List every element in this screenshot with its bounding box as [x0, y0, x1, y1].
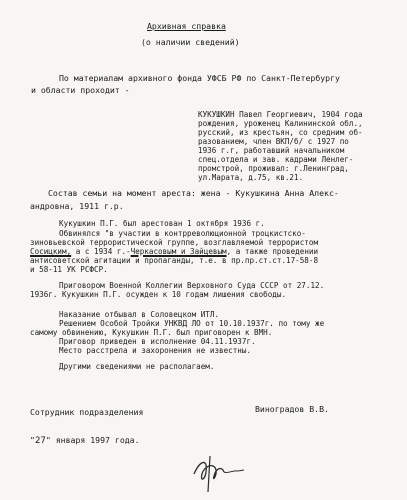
camp-line: Решением Особой Тройки УНКВД ЛО от 10.10.1937г. по тому же [59, 319, 325, 328]
closing-statement: Другими сведениями не располагаем. [59, 362, 215, 371]
camp-line: Приговор приведен в исполнение 04.11.1937г. [59, 337, 256, 346]
family-line: Состав семьи на момент ареста: жена - Кукушкина Анна Алекс- [48, 188, 339, 198]
person-line: разованием, член ВКП/б/ с 1927 по [198, 137, 349, 146]
document-subtitle: (о наличии сведений) [141, 37, 240, 47]
staff-position: Сотрудник подразделения [30, 407, 144, 417]
person-line: спец.отдела и зав. кадрами Ленлег- [198, 155, 354, 164]
person-line: 1936 г.г, работавший начальником [198, 146, 345, 155]
person-line: рождения, уроженец Калининской обл., [198, 119, 363, 128]
arrest-line: Кукушкин П.Г. был арестован 1 октября 1936 г. [59, 219, 265, 228]
sentence-line: 1936г. Кукушкин П.Г. осужден к 10 годам лишения свободы. [30, 290, 287, 299]
handwritten-day: 27 [34, 436, 46, 446]
person-line: промстрой, проживал: г.Ленинград, [198, 164, 349, 173]
person-line: ул.Марата, д.75, кв.21. [198, 173, 304, 182]
person-line: русский, из крестьян, со средним об- [198, 128, 363, 137]
arrest-line: Обвинялся "в участии в контрреволюционной троцкистско- [59, 229, 306, 238]
highlighted-name-sositsky: Сосицким, [30, 247, 72, 256]
arrest-line: антисоветской агитации и пропаганды, т.е. в пр.пр.ст.ст.17-58-8 [30, 256, 319, 265]
camp-line: Наказание отбывал в Соловецком ИТЛ. [59, 310, 220, 319]
signature-icon [188, 452, 248, 494]
camp-line: Место расстрела и захоронения не известны. [59, 346, 252, 355]
person-line: КУКУШКИН Павел Георгиевич, 1904 года [198, 110, 363, 119]
document-date: "27" января 1997 года. [30, 435, 140, 446]
intro-line: и области проходит - [31, 85, 130, 95]
intro-line: По материалам архивного фонда УФСБ РФ по Санкт-Петербургу [59, 73, 340, 83]
family-line: андровна, 1911 г.р. [30, 201, 124, 211]
arrest-line-with-highlights: Сосицким, а с 1934 г.-Черкасовым и Зайцевым, а также проведении [30, 247, 319, 256]
document-title: Архивная справка [147, 21, 226, 31]
arrest-line: зиновьевской террористической группе, возглавляемой террористом [30, 238, 319, 247]
highlighted-names-cherkasov-zaitsev: Черкасовым и Зайцевым [130, 247, 227, 256]
arrest-line: и 58-11 УК РСФСР. [30, 265, 108, 274]
staff-name: Виноградов В.В. [255, 404, 329, 414]
sentence-line: Приговором Военной Коллегии Верховного Суда СССР от 27.12. [59, 281, 325, 290]
camp-line: самому обвинению, Кукушкин П.Г. был приговорен к ВМН. [30, 328, 273, 337]
